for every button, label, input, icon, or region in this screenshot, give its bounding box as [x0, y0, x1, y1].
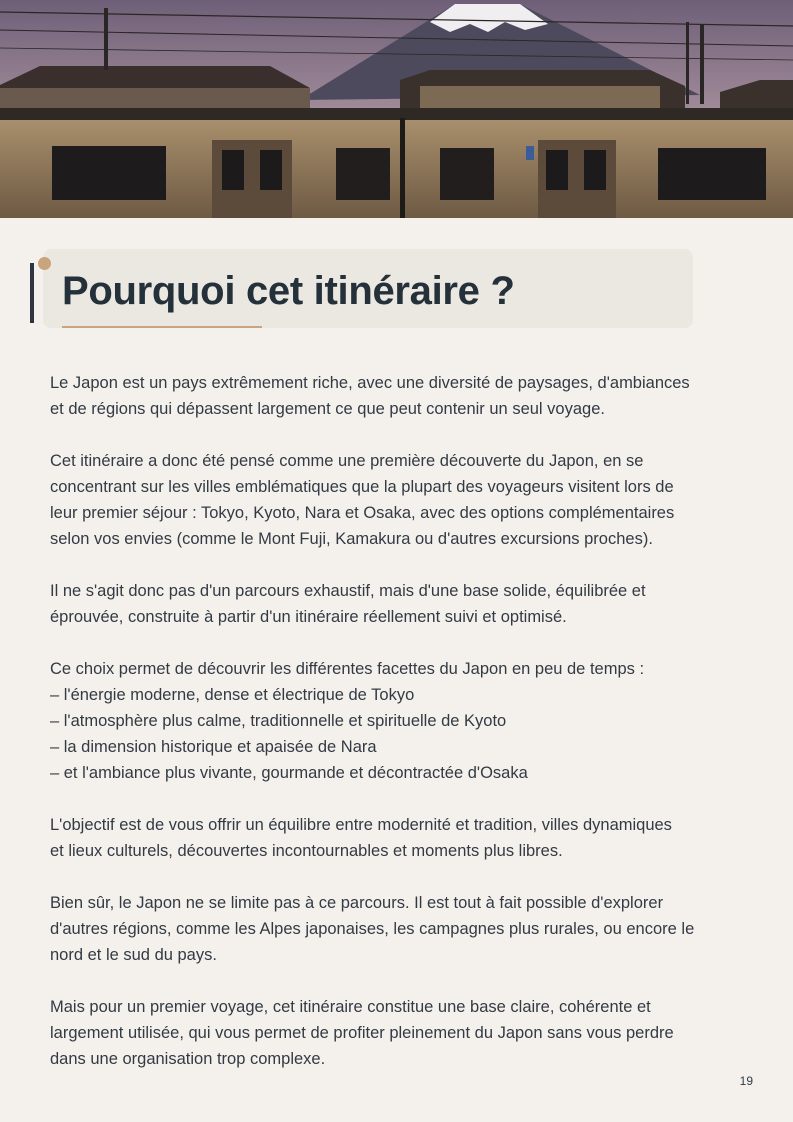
- text-line: et de régions qui dépassent largement ce que peut contenir un seul voyage.: [50, 400, 605, 418]
- text-line: éprouvée, construite à partir d'un itinéraire réellement suivi et optimisé.: [50, 608, 567, 626]
- paragraph-1: [50, 370, 750, 422]
- paragraph-4: [50, 656, 750, 786]
- text-line: leur premier séjour : Tokyo, Kyoto, Nara et Osaka, avec des options complémentaires: [50, 504, 675, 522]
- hero-illustration: [0, 0, 793, 218]
- paragraph-2: [50, 448, 750, 552]
- text-line: dans une organisation trop complexe.: [50, 1050, 326, 1068]
- paragraph-3: [50, 578, 750, 630]
- text-line: Il ne s'agit donc pas d'un parcours exhaustif, mais d'une base solide, équilibrée et: [50, 582, 646, 600]
- title-accent-dot: [38, 257, 51, 270]
- list-item: – l'énergie moderne, dense et électrique de Tokyo: [50, 686, 415, 704]
- text-line: nord et le sud du pays.: [50, 946, 217, 964]
- list-item: – la dimension historique et apaisée de Nara: [50, 738, 377, 756]
- text-line: Ce choix permet de découvrir les différentes facettes du Japon en peu de temps :: [50, 660, 645, 678]
- title-underline: [62, 326, 262, 328]
- body-text: [50, 370, 750, 1072]
- list-item: – et l'ambiance plus vivante, gourmande et décontractée d'Osaka: [50, 764, 528, 782]
- title-accent-bar: [30, 263, 34, 323]
- page-title: Pourquoi cet itinéraire ?: [62, 269, 515, 313]
- paragraph-6: [50, 890, 750, 968]
- page-number: 19: [739, 1074, 753, 1088]
- paragraph-7: [50, 994, 750, 1072]
- text-line: Mais pour un premier voyage, cet itinéraire constitue une base claire, cohérente et: [50, 998, 651, 1016]
- text-line: concentrant sur les villes emblématiques que la plupart des voyageurs visitent lors de: [50, 478, 674, 496]
- section-title-block: [30, 249, 693, 329]
- text-line: Le Japon est un pays extrêmement riche, avec une diversité de paysages, d'ambiances: [50, 374, 690, 392]
- hero-image: [0, 0, 793, 218]
- text-line: L'objectif est de vous offrir un équilibre entre modernité et tradition, villes dynamiques: [50, 816, 672, 834]
- text-line: Bien sûr, le Japon ne se limite pas à ce parcours. Il est tout à fait possible d'explorer: [50, 894, 664, 912]
- list-item: – l'atmosphère plus calme, traditionnelle et spirituelle de Kyoto: [50, 712, 507, 730]
- text-line: et lieux culturels, découvertes incontournables et moments plus libres.: [50, 842, 563, 860]
- text-line: d'autres régions, comme les Alpes japonaises, les campagnes plus rurales, ou encore le: [50, 920, 695, 938]
- text-line: selon vos envies (comme le Mont Fuji, Kamakura ou d'autres excursions proches).: [50, 530, 653, 548]
- text-line: Cet itinéraire a donc été pensé comme une première découverte du Japon, en se: [50, 452, 644, 470]
- paragraph-5: [50, 812, 750, 864]
- text-line: largement utilisée, qui vous permet de profiter pleinement du Japon sans vous perdre: [50, 1024, 674, 1042]
